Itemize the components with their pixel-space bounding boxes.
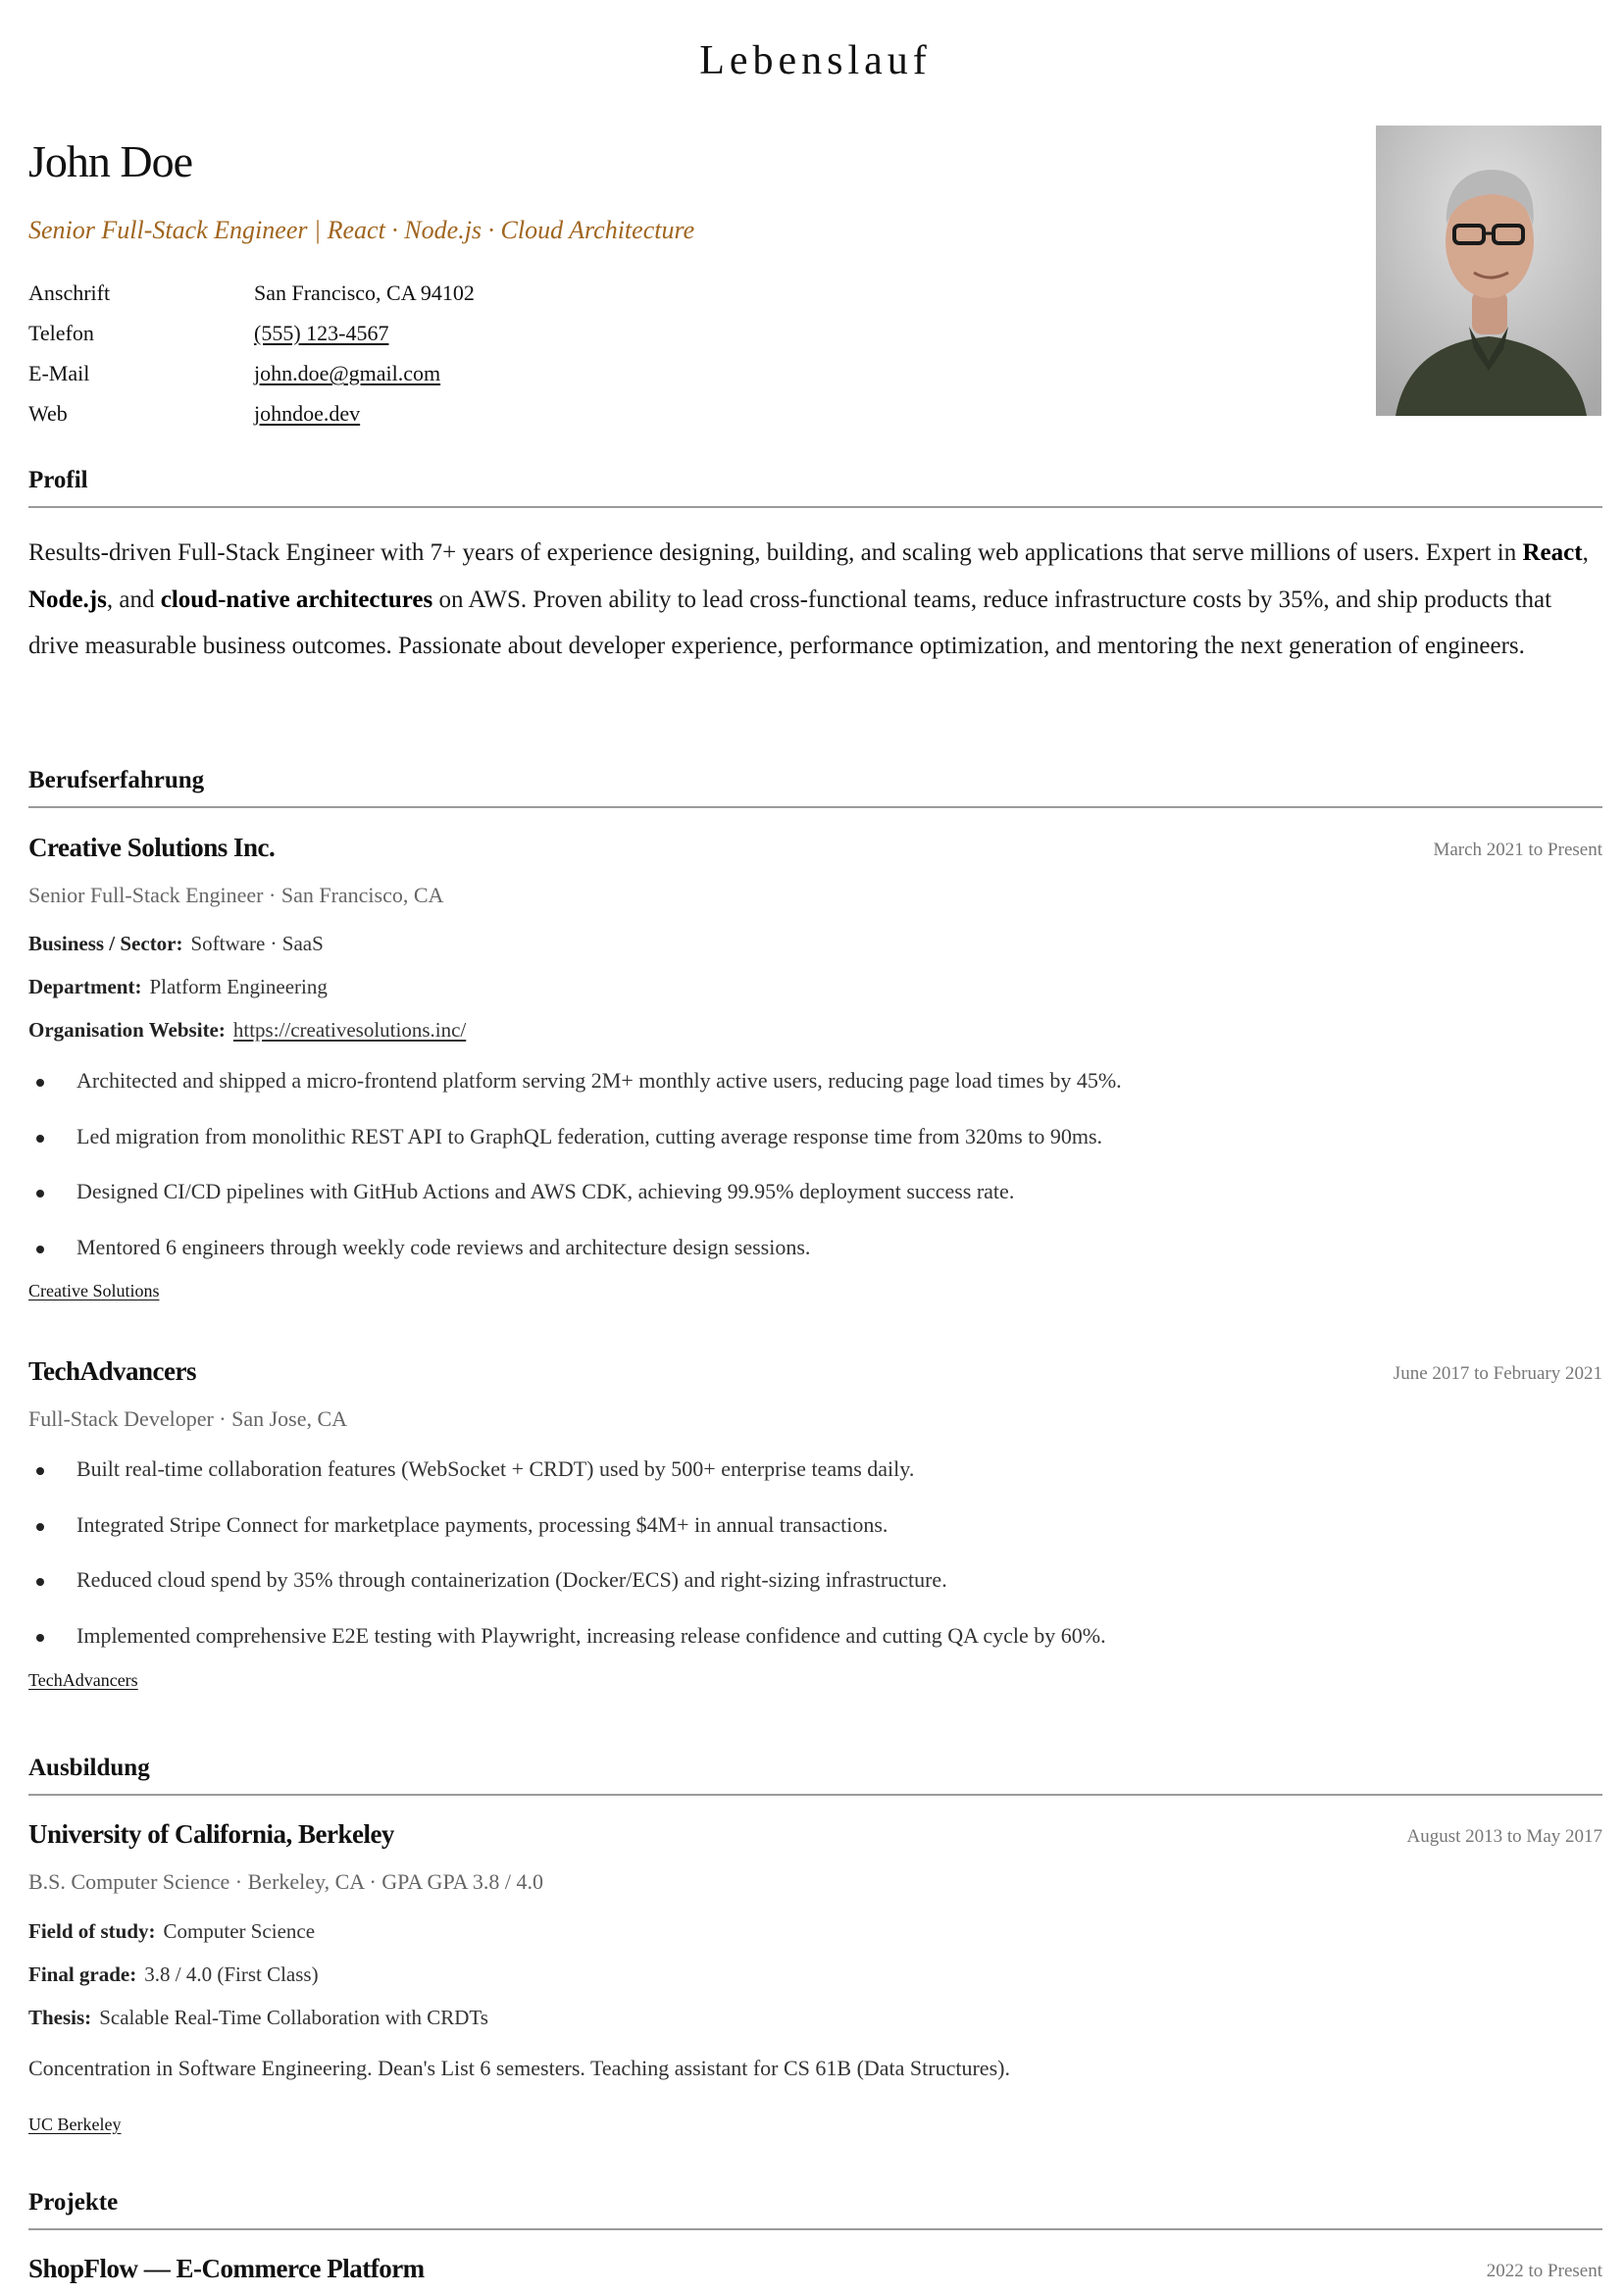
job-dates: June 2017 to February 2021 [1393,1363,1602,1384]
summary-text: , and [106,586,161,613]
list-item: Mentored 6 engineers through weekly code reviews and architecture design sessions. [28,1235,1602,1291]
contact-label: Web [28,401,68,426]
education-degree: B.S. Computer Science · Berkeley, CA · GPA GPA 3.8 / 4.0 [28,1869,543,1894]
job-website [28,1018,466,1043]
summary-text: on AWS. Proven ability to lead cross-functional teams, reduce infrastructure costs by 35%, and ship products that drive measurable business outcomes. Passionate about developer experience, performance optimization, and mentoring the next generation of engineers. [28,586,1552,659]
contact-row-address [28,280,475,321]
contact-label: Anschrift [28,280,111,305]
document-title: Lebenslauf [699,38,932,83]
list-item: Integrated Stripe Connect for marketplace payments, processing $4M+ in annual transactions. [28,1512,1602,1568]
field-label: Organisation Website: [28,1018,226,1042]
list-item: Led migration from monolithic REST API to GraphQL federation, cutting average response time from 320ms to 90ms. [28,1124,1602,1180]
list-item: Built real-time collaboration features (WebSocket + CRDT) used by 500+ enterprise teams daily. [28,1456,1602,1512]
person-headline: Senior Full-Stack Engineer | React · Node.js · Cloud Architecture [28,216,695,244]
contact-row-email [28,361,475,401]
job-company: TechAdvancers [28,1356,197,1386]
field-value: Platform Engineering [149,975,328,998]
education-description: Concentration in Software Engineering. Dean's List 6 semesters. Teaching assistant for CS 61B (Data Structures). [28,2056,1010,2080]
field-label: Department: [28,975,142,998]
contact-details [28,280,475,441]
field-label: Field of study: [28,1919,156,1943]
list-item: Reduced cloud spend by 35% through containerization (Docker/ECS) and right-sizing infrastructure. [28,1567,1602,1623]
contact-row-phone [28,321,475,361]
job-achievements [28,1456,1602,1678]
section-heading-projects: Projekte [28,2189,1602,2230]
project-dates: 2022 to Present [1486,2261,1602,2281]
contact-label: E-Mail [28,361,90,385]
section-heading-education: Ausbildung [28,1755,1602,1796]
job-dates: March 2021 to Present [1433,840,1602,860]
job-sector [28,932,324,956]
field-value: 3.8 / 4.0 (First Class) [144,1963,319,1986]
summary-highlight: cloud-native architectures [160,586,433,613]
summary-text: Results-driven Full-Stack Engineer with 7+ years of experience designing, building, and scaling web applications that serve millions of users. Expert in [28,539,1523,566]
field-value: Scalable Real-Time Collaboration with CRDTs [99,2006,488,2029]
education-field [28,1919,315,1944]
profile-summary [28,530,1602,670]
portrait-image [1376,126,1601,416]
field-label: Business / Sector: [28,932,183,955]
company-link[interactable]: Creative Solutions [28,1281,160,1300]
profile-photo [1376,126,1601,416]
summary-text: , [1582,539,1589,566]
job-department [28,975,328,999]
phone-link[interactable]: (555) 123-4567 [254,321,389,345]
education-grade [28,1963,319,1987]
contact-row-web [28,401,475,441]
job-company: Creative Solutions Inc. [28,833,276,862]
field-value: Computer Science [163,1919,316,1943]
field-label: Thesis: [28,2006,92,2029]
email-link[interactable]: john.doe@gmail.com [254,361,441,385]
contact-label: Telefon [28,321,94,345]
summary-highlight: Node.js [28,586,107,613]
organisation-website-link[interactable]: https://creativesolutions.inc/ [232,1018,467,1042]
section-heading-profile: Profil [28,467,1602,508]
website-link[interactable]: johndoe.dev [254,401,361,426]
education-dates: August 2013 to May 2017 [1406,1826,1602,1847]
list-item: Designed CI/CD pipelines with GitHub Actions and AWS CDK, achieving 99.95% deployment success rate. [28,1179,1602,1235]
project-title: ShopFlow — E-Commerce Platform [28,2254,425,2283]
job-role: Senior Full-Stack Engineer · San Francisco, CA [28,883,444,907]
field-label: Final grade: [28,1963,137,1986]
school-link[interactable]: UC Berkeley [28,2115,122,2134]
education-school: University of California, Berkeley [28,1819,394,1849]
field-value: Software · SaaS [190,932,324,955]
company-link[interactable]: TechAdvancers [28,1670,138,1690]
education-thesis [28,2006,488,2030]
address-value: San Francisco, CA 94102 [254,280,475,305]
section-heading-experience: Berufserfahrung [28,767,1602,808]
job-achievements [28,1068,1602,1290]
summary-highlight: React [1522,539,1583,566]
job-role: Full-Stack Developer · San Jose, CA [28,1406,348,1431]
list-item: Architected and shipped a micro-frontend platform serving 2M+ monthly active users, reducing page load times by 45%. [28,1068,1602,1124]
list-item: Implemented comprehensive E2E testing with Playwright, increasing release confidence and cutting QA cycle by 60%. [28,1623,1602,1679]
resume-page [28,0,1602,2294]
person-name: John Doe [28,136,193,186]
